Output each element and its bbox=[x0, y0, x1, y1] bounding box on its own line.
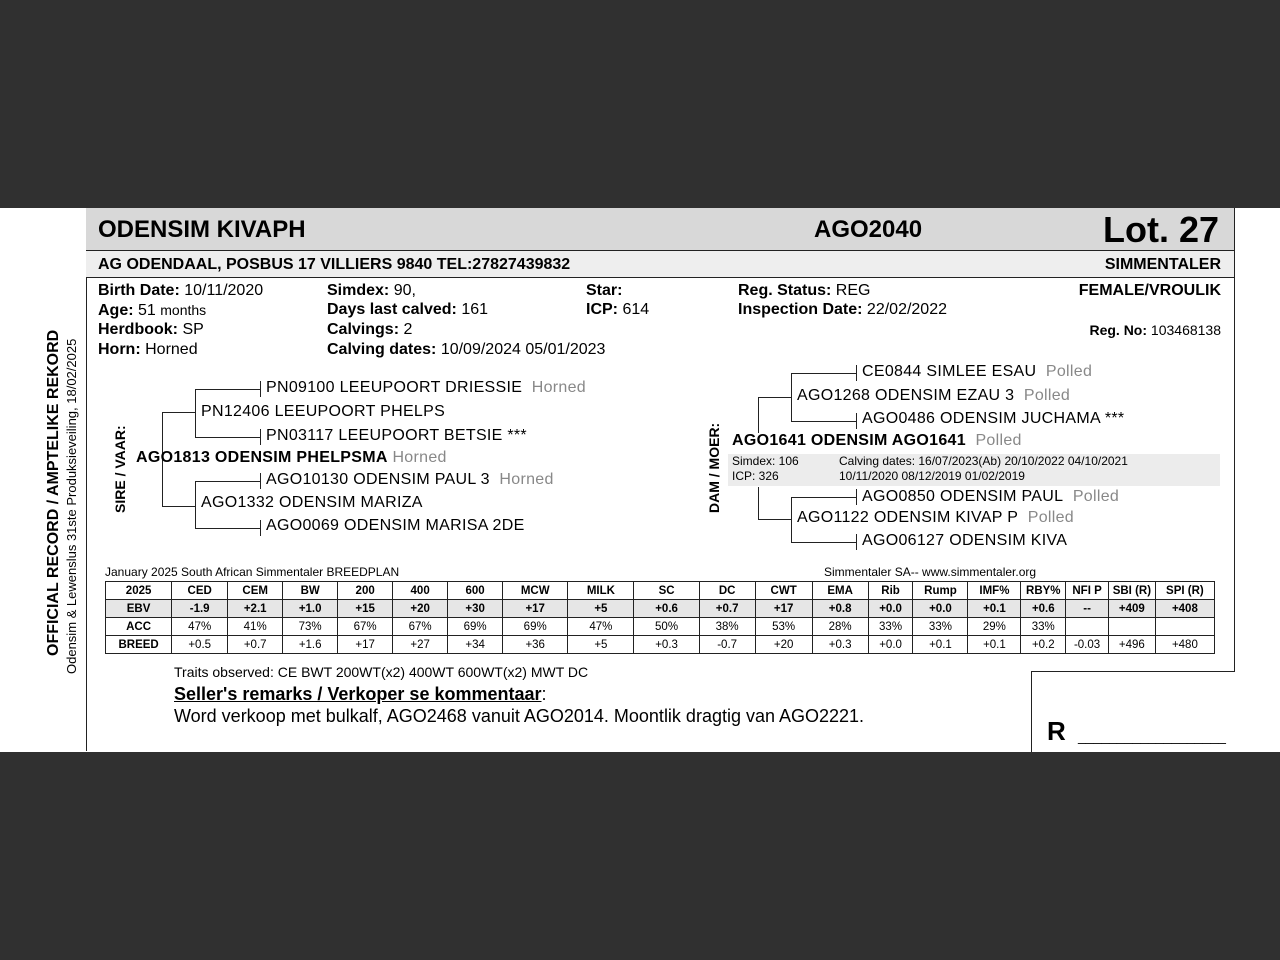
ebv-cell: +36 bbox=[503, 636, 568, 654]
ebv-cell: +0.5 bbox=[172, 636, 228, 654]
dam-sd-connector bbox=[791, 421, 856, 422]
herdbook-value: SP bbox=[182, 321, 204, 338]
breedplan-website: Simmentaler SA-- www.simmentaler.org bbox=[824, 565, 1037, 579]
ebv-header-row bbox=[106, 582, 1215, 600]
ebv-cell: +409 bbox=[1108, 600, 1155, 618]
age-label: Age: bbox=[98, 302, 134, 319]
ped-name: AGO1122 ODENSIM KIVAP P bbox=[797, 509, 1019, 526]
price-currency: R bbox=[1047, 716, 1066, 746]
birth-date-value: 10/11/2020 bbox=[184, 282, 264, 299]
sire-dam-dam: AGO0069 ODENSIM MARISA 2DE bbox=[266, 517, 525, 534]
dam-s-bracket bbox=[791, 373, 792, 421]
ebv-cell: +496 bbox=[1108, 636, 1155, 654]
dam-simdex: Simdex: 106 bbox=[732, 454, 799, 468]
ebv-header-cell: SC bbox=[634, 582, 699, 600]
ebv-cell: +1.0 bbox=[283, 600, 338, 618]
ebv-cell: +2.1 bbox=[228, 600, 283, 618]
ped-name: AGO1268 ODENSIM EZAU 3 bbox=[797, 387, 1015, 404]
ebv-row-label: EBV bbox=[106, 600, 172, 618]
ebv-header-cell: CEM bbox=[228, 582, 283, 600]
ebv-table bbox=[105, 581, 1215, 654]
ebv-header-cell: DC bbox=[699, 582, 755, 600]
ebv-header-cell: EMA bbox=[812, 582, 868, 600]
ebv-cell: 28% bbox=[812, 618, 868, 636]
age bbox=[98, 300, 206, 321]
ped-horn: Polled bbox=[1072, 488, 1120, 505]
ebv-header-cell: MCW bbox=[503, 582, 568, 600]
inspection-date-value: 22/02/2022 bbox=[866, 301, 947, 318]
dam-ss-tick bbox=[856, 365, 857, 381]
ebv-cell bbox=[1066, 618, 1109, 636]
ebv-header-cell: MILK bbox=[568, 582, 634, 600]
dam-calving-dates-1: Calving dates: 16/07/2023(Ab) 20/10/2022 04/10/2021 bbox=[839, 454, 1128, 468]
sire-sd-connector bbox=[195, 437, 260, 438]
ebv-cell: -- bbox=[1066, 600, 1109, 618]
horn bbox=[98, 340, 198, 360]
age-value: 51 bbox=[138, 302, 156, 319]
ebv-cell: +1.6 bbox=[283, 636, 338, 654]
sire-dd-tick bbox=[260, 520, 261, 536]
ebv-cell: 67% bbox=[393, 618, 448, 636]
dam-dd-connector bbox=[791, 542, 856, 543]
ebv-header-cell: NFI P bbox=[1066, 582, 1109, 600]
sire-s-bracket bbox=[195, 389, 196, 437]
ebv-cell: +0.3 bbox=[634, 636, 699, 654]
sire-ds-tick bbox=[260, 473, 261, 489]
sex: FEMALE/VROULIK bbox=[1078, 282, 1221, 299]
calving-dates-label: Calving dates: bbox=[327, 341, 437, 358]
dam-ss-connector bbox=[791, 373, 856, 374]
ebv-cell: 53% bbox=[755, 618, 812, 636]
ebv-header-cell: RBY% bbox=[1021, 582, 1066, 600]
ebv-cell: 67% bbox=[338, 618, 393, 636]
herdbook bbox=[98, 320, 204, 340]
sire bbox=[136, 449, 447, 467]
calvings-value: 2 bbox=[403, 321, 413, 338]
sire-label: SIRE / VAAR: bbox=[112, 425, 128, 513]
dam-d-bracket bbox=[791, 497, 792, 543]
ebv-row-acc bbox=[106, 618, 1215, 636]
ebv-cell: +34 bbox=[448, 636, 503, 654]
auction-subtitle: Odensim & Lewenslus 31ste Produksieveiling, 18/02/2025 bbox=[64, 338, 79, 674]
sire-dam: AGO1332 ODENSIM MARIZA bbox=[201, 494, 423, 511]
herdbook-label: Herdbook: bbox=[98, 321, 178, 338]
sire-name: AGO1813 ODENSIM PHELPSMA bbox=[136, 449, 388, 466]
ebv-cell: 33% bbox=[913, 618, 968, 636]
ped-name: AGO0850 ODENSIM PAUL bbox=[862, 488, 1064, 505]
dam-main-top bbox=[758, 397, 759, 433]
sire-d-bracket bbox=[195, 481, 196, 529]
dam-dd-tick bbox=[856, 534, 857, 550]
reg-status-value: REG bbox=[835, 282, 871, 299]
sire-ss-connector bbox=[195, 389, 260, 390]
dam-ds-connector bbox=[791, 497, 856, 498]
ebv-cell: 29% bbox=[968, 618, 1021, 636]
dam-d-connector bbox=[758, 519, 791, 520]
calving-dates-value: 10/09/2024 05/01/2023 bbox=[440, 341, 606, 358]
ebv-cell: +0.8 bbox=[812, 600, 868, 618]
ebv-cell: 33% bbox=[1021, 618, 1066, 636]
icp bbox=[586, 300, 649, 320]
inspection-date bbox=[738, 300, 947, 320]
dam-dam-dam: AGO06127 ODENSIM KIVA bbox=[862, 532, 1068, 549]
sire-dd-connector bbox=[195, 528, 260, 529]
days-last-calved bbox=[327, 300, 488, 320]
sire-sire-dam: PN03117 LEEUPOORT BETSIE *** bbox=[266, 427, 527, 444]
remarks-heading bbox=[174, 684, 547, 705]
dam-dam bbox=[797, 509, 1074, 527]
icp-label: ICP: bbox=[586, 301, 618, 318]
dam-name: AGO1641 ODENSIM AGO1641 bbox=[732, 432, 966, 449]
dam-main-bottom bbox=[758, 487, 759, 520]
star-label: Star: bbox=[586, 282, 623, 299]
animal-id: AGO2040 bbox=[814, 216, 923, 243]
dam-dam-sire bbox=[862, 488, 1119, 506]
sire-horn: Horned bbox=[392, 449, 447, 466]
simdex-value: 90, bbox=[393, 282, 416, 299]
dam-sd-tick bbox=[856, 413, 857, 429]
ebv-header-cell: IMF% bbox=[968, 582, 1021, 600]
ebv-cell: +17 bbox=[755, 600, 812, 618]
dam bbox=[732, 432, 1022, 450]
ebv-cell: +20 bbox=[393, 600, 448, 618]
reg-no-label: Reg. No: bbox=[1089, 322, 1148, 338]
ebv-row-label: ACC bbox=[106, 618, 172, 636]
simdex-label: Simdex: bbox=[327, 282, 390, 299]
sire-d-connector bbox=[162, 506, 195, 507]
ebv-cell: +0.0 bbox=[913, 600, 968, 618]
breed-name: SIMMENTALER bbox=[1104, 256, 1221, 273]
dlc-label: Days last calved: bbox=[327, 301, 457, 318]
remarks-title: Seller's remarks / Verkoper se kommentaar bbox=[174, 684, 542, 704]
ebv-cell: 41% bbox=[228, 618, 283, 636]
horn-value: Horned bbox=[145, 341, 198, 358]
birth-date bbox=[98, 281, 263, 301]
calving-dates bbox=[327, 340, 605, 360]
ebv-cell: +5 bbox=[568, 636, 634, 654]
ped-name: CE0844 SIMLEE ESAU bbox=[862, 363, 1037, 380]
ebv-cell: +0.1 bbox=[968, 600, 1021, 618]
ebv-cell: +17 bbox=[338, 636, 393, 654]
ebv-cell: +0.0 bbox=[868, 636, 913, 654]
reg-status-label: Reg. Status: bbox=[738, 282, 832, 299]
ebv-cell: +15 bbox=[338, 600, 393, 618]
ebv-cell: +0.1 bbox=[913, 636, 968, 654]
owner-address: AG ODENDAAL, POSBUS 17 VILLIERS 9840 TEL:27827439832 bbox=[98, 256, 571, 273]
ped-horn: Horned bbox=[499, 471, 554, 488]
dlc-value: 161 bbox=[461, 301, 489, 318]
ped-horn: Polled bbox=[1023, 387, 1071, 404]
ebv-row-label: BREED bbox=[106, 636, 172, 654]
ebv-header-cell: 400 bbox=[393, 582, 448, 600]
ebv-cell bbox=[1108, 618, 1155, 636]
remarks-colon: : bbox=[541, 684, 547, 704]
ebv-header-cell: 2025 bbox=[106, 582, 172, 600]
age-unit: months bbox=[160, 302, 207, 318]
lot-number: Lot. 27 bbox=[1103, 209, 1220, 250]
sire-sd-tick bbox=[260, 429, 261, 445]
icp-value: 614 bbox=[622, 301, 650, 318]
ped-horn: Horned bbox=[531, 379, 586, 396]
horn-label: Horn: bbox=[98, 341, 141, 358]
dam-horn: Polled bbox=[975, 432, 1022, 449]
dam-sire bbox=[797, 387, 1070, 405]
ped-name: PN09100 LEEUPOORT DRIESSIE bbox=[266, 379, 523, 396]
sire-s-connector bbox=[162, 412, 195, 413]
dam-sire-dam: AGO0486 ODENSIM JUCHAMA *** bbox=[862, 410, 1125, 427]
ebv-header-cell: CED bbox=[172, 582, 228, 600]
ebv-cell: +0.6 bbox=[634, 600, 699, 618]
ebv-header-cell: Rump bbox=[913, 582, 968, 600]
ebv-cell: +17 bbox=[503, 600, 568, 618]
ebv-cell: +5 bbox=[568, 600, 634, 618]
inspection-date-label: Inspection Date: bbox=[738, 301, 863, 318]
ebv-cell: 47% bbox=[568, 618, 634, 636]
reg-status bbox=[738, 281, 870, 301]
ebv-cell: +0.7 bbox=[228, 636, 283, 654]
dam-label: DAM / MOER: bbox=[706, 422, 722, 513]
ebv-cell: +30 bbox=[448, 600, 503, 618]
sire-dam-sire bbox=[266, 471, 554, 489]
ebv-header-cell: CWT bbox=[755, 582, 812, 600]
ebv-header-cell: SPI (R) bbox=[1155, 582, 1214, 600]
sire-ss-tick bbox=[260, 381, 261, 397]
dam-icp: ICP: 326 bbox=[732, 469, 779, 483]
ped-horn: Polled bbox=[1045, 363, 1093, 380]
ebv-cell: -0.03 bbox=[1066, 636, 1109, 654]
ebv-cell: 50% bbox=[634, 618, 699, 636]
animal-name: ODENSIM KIVAPH bbox=[98, 216, 306, 243]
ebv-cell: +0.2 bbox=[1021, 636, 1066, 654]
dam-calving-dates-2: 10/11/2020 08/12/2019 01/02/2019 bbox=[839, 469, 1025, 483]
ped-name: AGO10130 ODENSIM PAUL 3 bbox=[266, 471, 490, 488]
ebv-cell: +0.1 bbox=[968, 636, 1021, 654]
calvings bbox=[327, 320, 412, 340]
ebv-header-cell: 200 bbox=[338, 582, 393, 600]
official-record-label: OFFICIAL RECORD / AMPTELIKE REKORD bbox=[45, 329, 62, 656]
sire-sire-sire bbox=[266, 379, 586, 397]
sire-sire: PN12406 LEEUPOORT PHELPS bbox=[201, 403, 446, 420]
remarks-text: Word verkoop met bulkalf, AGO2468 vanuit AGO2014. Moontlik dragtig van AGO2221. bbox=[174, 706, 865, 726]
ebv-cell: +0.3 bbox=[812, 636, 868, 654]
traits-observed: Traits observed: CE BWT 200WT(x2) 400WT 600WT(x2) MWT DC bbox=[174, 664, 589, 680]
ebv-cell bbox=[1155, 618, 1214, 636]
ebv-cell: +408 bbox=[1155, 600, 1214, 618]
ebv-cell: +0.7 bbox=[699, 600, 755, 618]
ebv-cell: -0.7 bbox=[699, 636, 755, 654]
price-input-line[interactable]: ___________________ bbox=[1078, 728, 1226, 744]
ebv-cell: +20 bbox=[755, 636, 812, 654]
ebv-cell: 69% bbox=[503, 618, 568, 636]
simdex bbox=[327, 281, 416, 301]
reg-no-value: 103468138 bbox=[1150, 322, 1221, 338]
dam-s-connector bbox=[758, 397, 791, 398]
ebv-cell: 47% bbox=[172, 618, 228, 636]
sire-ds-connector bbox=[195, 481, 260, 482]
ebv-cell: +27 bbox=[393, 636, 448, 654]
birth-date-label: Birth Date: bbox=[98, 282, 180, 299]
ebv-cell: +0.6 bbox=[1021, 600, 1066, 618]
ebv-cell: 69% bbox=[448, 618, 503, 636]
reg-no bbox=[1089, 321, 1221, 339]
ebv-cell: 38% bbox=[699, 618, 755, 636]
ebv-header-cell: BW bbox=[283, 582, 338, 600]
ebv-header-cell: SBI (R) bbox=[1108, 582, 1155, 600]
ebv-cell: +0.0 bbox=[868, 600, 913, 618]
calvings-label: Calvings: bbox=[327, 321, 400, 338]
ebv-cell: 73% bbox=[283, 618, 338, 636]
ebv-header-cell: 600 bbox=[448, 582, 503, 600]
ebv-row-breed bbox=[106, 636, 1215, 654]
dam-ds-tick bbox=[856, 489, 857, 505]
ebv-cell: 33% bbox=[868, 618, 913, 636]
ebv-cell: +480 bbox=[1155, 636, 1214, 654]
breedplan-caption: January 2025 South African Simmentaler BREEDPLAN bbox=[105, 565, 400, 579]
star bbox=[586, 281, 622, 301]
ebv-row-ebv bbox=[106, 600, 1215, 618]
ebv-header-cell: Rib bbox=[868, 582, 913, 600]
dam-sire-sire bbox=[862, 363, 1092, 381]
ebv-cell: -1.9 bbox=[172, 600, 228, 618]
ped-horn: Polled bbox=[1027, 509, 1074, 526]
